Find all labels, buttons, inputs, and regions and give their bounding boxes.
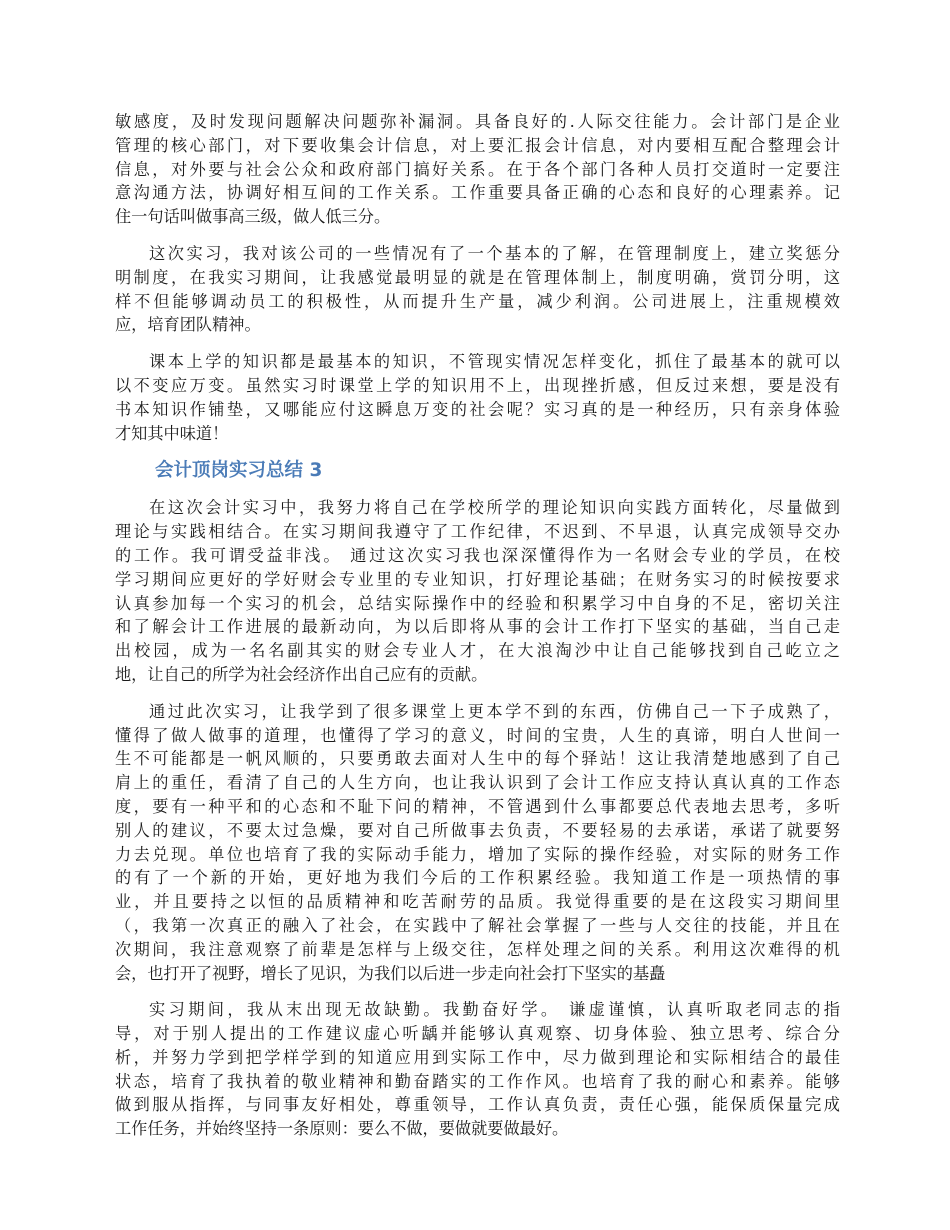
paragraph-line: 样不但能够调动员工的积极性，从而提升生产量，减少利润。公司进展上，注重规模效 — [115, 291, 840, 311]
paragraph-line: 会，也打开了视野，增长了见识，为我们以后进一步走向社会打下坚实的基矗 — [115, 963, 666, 983]
paragraph-line: 生不可能都是一帆风顺的，只要勇敢去面对人生中的每个驿站！这让我清楚地感到了自己 — [115, 749, 840, 769]
paragraph-line: 通过此次实习，让我学到了很多课堂上更本学不到的东西，仿佛自己一下子成熟了， — [149, 701, 840, 721]
paragraph-line: 住一句话叫做事高三级，做人低三分。 — [115, 207, 391, 227]
paragraph-line: 在这次会计实习中，我努力将自己在学校所学的理论知识向实践方面转化，尽量做到 — [149, 498, 840, 518]
paragraph-line: 学习期间应更好的学好财会专业里的专业知识，打好理论基础；在财务实习的时候按要求 — [115, 569, 840, 589]
paragraph — [115, 496, 840, 686]
paragraph-line: 才知其中味道！ — [115, 423, 229, 443]
paragraph-line: 力去兑现。单位也培育了我的实际动手能力，增加了实际的操作经验，对实际的财务工作 — [115, 844, 840, 864]
paragraph-line: 导，对于别人提出的工作建议虚心听龋并能够认真观察、切身体验、独立思考、综合分 — [115, 1024, 840, 1044]
paragraph-line: 地，让自己的所学为社会经济作出自己应有的贡献。 — [115, 664, 488, 684]
paragraph-line: 理论与实践相结合。在实习期间我遵守了工作纪律，不迟到、不早退，认真完成领导交办 — [115, 522, 840, 542]
paragraph-line: 信息，对外要与社会公众和政府部门搞好关系。在于各个部门各种人员打交道时一定要注 — [115, 159, 840, 179]
section-heading: 会计顶岗实习总结 3 — [155, 460, 323, 482]
document-body-top — [115, 110, 840, 445]
paragraph-line: 别人的建议，不要太过急燥，要对自己所做事去负责，不要轻易的去承诺，承诺了就要努 — [115, 820, 840, 840]
paragraph-line: 出校园，成为一名名副其实的财会专业人才，在大浪淘沙中让自己能够找到自己屹立之 — [115, 641, 840, 661]
paragraph-line: 工作任务，并始终坚持一条原则：要么不做，要做就要做最好。 — [115, 1119, 569, 1139]
paragraph-line: 课本上学的知识都是最基本的知识，不管现实情况怎样变化，抓住了最基本的就可以 — [149, 352, 840, 372]
paragraph-line: 以不变应万变。虽然实习时课堂上学的知识用不上，出现挫折感，但反过来想，要是没有 — [115, 375, 840, 395]
paragraph-line: （，我第一次真正的融入了社会，在实践中了解社会掌握了一些与人交往的技能，并且在 — [115, 915, 840, 935]
paragraph-line: 认真参加每一个实习的机会，总结实际操作中的经验和积累学习中自身的不足，密切关注 — [115, 593, 840, 613]
paragraph-line: 实习期间，我从末出现无故缺勤。我勤奋好学。 谦虚谨慎，认真听取老同志的指 — [149, 1000, 840, 1020]
paragraph-line: 管理的核心部门，对下要收集会计信息，对上要汇报会计信息，对内要相互配合整理会计 — [115, 135, 840, 155]
document-page — [115, 110, 840, 1154]
paragraph — [115, 350, 840, 445]
paragraph-line: 敏感度，及时发现问题解决问题弥补漏洞。具备良好的.人际交往能力。会计部门是企业 — [115, 112, 840, 131]
paragraph-line: 肩上的重任，看清了自己的人生方向，也让我认识到了会计工作应支持认真认真的工作态 — [115, 773, 840, 793]
paragraph — [115, 110, 840, 229]
paragraph-line: 明制度，在我实习期间，让我感觉最明显的就是在管理体制上，制度明确，赏罚分明，这 — [115, 267, 840, 287]
paragraph-line: 和了解会计工作进展的最新动向，为以后即将从事的会计工作打下坚实的基础，当自己走 — [115, 617, 840, 637]
paragraph-line: 这次实习，我对该公司的一些情况有了一个基本的了解，在管理制度上，建立奖惩分 — [149, 243, 840, 263]
paragraph-line: 书本知识作铺垫，又哪能应付这瞬息万变的社会呢？实习真的是一种经历，只有亲身体验 — [115, 399, 840, 419]
paragraph-line: 析，并努力学到把学样学到的知道应用到实际工作中，尽力做到理论和实际相结合的最佳 — [115, 1047, 840, 1067]
paragraph — [115, 242, 840, 337]
document-body-bottom — [115, 496, 840, 1141]
paragraph-line: 懂得了做人做事的道理，也懂得了学习的意义，时间的宝贵，人生的真谛，明白人世间一 — [115, 725, 840, 745]
paragraph — [115, 998, 840, 1141]
paragraph-line: 业，并且要持之以恒的品质精神和吃苦耐劳的品质。我觉得重要的是在这段实习期间里 — [115, 892, 840, 912]
paragraph-line: 的工作。我可谓受益非浅。 通过这次实习我也深深懂得作为一名财会专业的学员，在校 — [115, 545, 840, 565]
paragraph-line: 做到服从指挥，与同事友好相处，尊重领导，工作认真负责，责任心强，能保质保量完成 — [115, 1095, 840, 1115]
paragraph-line: 度，要有一种平和的心态和不耻下问的精神，不管遇到什么事都要总代表地去思考，多听 — [115, 796, 840, 816]
paragraph-line: 的有了一个新的开始，更好地为我们今后的工作积累经验。我知道工作是一项热情的事 — [115, 868, 840, 888]
paragraph — [115, 700, 840, 986]
paragraph-line: 状态，培育了我执着的敬业精神和勤奋踏实的工作作风。也培育了我的耐心和素养。能够 — [115, 1071, 840, 1091]
paragraph-line: 次期间，我注意观察了前辈是怎样与上级交往，怎样处理之间的关系。利用这次难得的机 — [115, 939, 840, 959]
paragraph-line: 应，培育团队精神。 — [115, 315, 261, 335]
paragraph-line: 意沟通方法，协调好相互间的工作关系。工作重要具备正确的心态和良好的心理素养。记 — [115, 183, 840, 203]
